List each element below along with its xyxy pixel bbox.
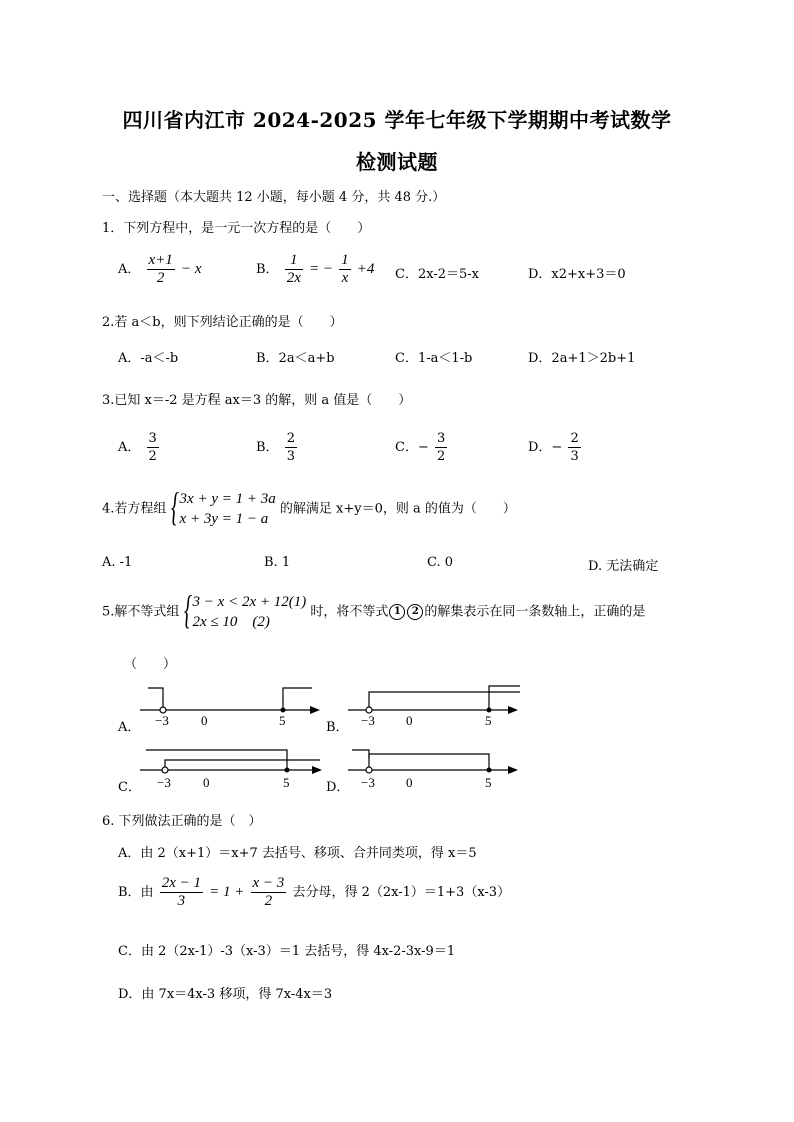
fraction-denominator: 2 bbox=[264, 893, 273, 909]
q6-stem: 6. 下列做法正确的是（ ） bbox=[102, 814, 262, 829]
q1-a-tail: − x bbox=[180, 261, 202, 277]
solution-bracket-left bbox=[369, 692, 520, 710]
number-line-c bbox=[140, 742, 325, 790]
fraction-denominator: x bbox=[341, 270, 349, 286]
q3-d-label: D．− bbox=[528, 440, 563, 455]
fraction bbox=[251, 875, 287, 910]
solution-bracket-right bbox=[489, 686, 520, 710]
q6-option-c: C．由 2（2x-1）-3（x-3）＝1 去括号，得 4x-2-3x-9＝1 bbox=[118, 944, 456, 959]
fraction-numerator: 1 bbox=[285, 252, 303, 270]
fraction bbox=[285, 430, 297, 465]
fraction-numerator: x − 3 bbox=[252, 875, 285, 891]
q4-post: 的解满足 x+y＝0，则 a 的值为（ ） bbox=[279, 501, 516, 517]
closed-point bbox=[487, 768, 492, 773]
q3-a-label: A． bbox=[118, 440, 141, 455]
fraction bbox=[339, 252, 351, 287]
open-point bbox=[162, 767, 168, 773]
fraction bbox=[147, 430, 159, 465]
closed-point bbox=[285, 768, 290, 773]
tick-label: 0 bbox=[201, 713, 208, 728]
q2-stem: 2.若 a＜b，则下列结论正确的是（ ） bbox=[102, 315, 343, 330]
brace-icon: { bbox=[170, 484, 179, 529]
fraction bbox=[285, 252, 303, 287]
arrow-icon bbox=[312, 766, 322, 774]
inequality-system bbox=[183, 587, 307, 632]
tick-label: 0 bbox=[406, 775, 413, 790]
fraction-numerator: 2x − 1 bbox=[161, 875, 201, 891]
q1-b-label: B． bbox=[256, 262, 279, 277]
inequality-1: 3 − x < 2x + 12(1) bbox=[192, 594, 307, 610]
solution-bracket-right bbox=[165, 760, 320, 770]
q3-option-b bbox=[256, 430, 299, 465]
page-title: 四川省内江市 2024-2025 学年七年级下学期期中考试数学 bbox=[122, 108, 672, 132]
q5-pre: 5.解不等式组 bbox=[102, 604, 180, 620]
solution-bracket-left bbox=[352, 750, 369, 770]
q2-option-a: A．-a＜-b bbox=[118, 351, 179, 366]
q6-b-pre: B．由 bbox=[118, 885, 154, 900]
q4-stem bbox=[102, 484, 516, 529]
fraction-numerator: 2 bbox=[570, 431, 579, 446]
open-point bbox=[366, 767, 372, 773]
q5-post1: 时，将不等式 bbox=[310, 604, 389, 620]
q1-option-b bbox=[256, 252, 374, 287]
arrow-icon bbox=[310, 706, 320, 714]
solution-bracket-left bbox=[148, 688, 163, 710]
q3-option-c bbox=[395, 430, 449, 465]
tick-label: −3 bbox=[155, 713, 169, 728]
fraction-denominator: 2 bbox=[156, 270, 165, 286]
arrow-icon bbox=[508, 766, 518, 774]
q5-post2: 的解集表示在同一条数轴上，正确的是 bbox=[424, 604, 646, 620]
closed-point bbox=[487, 708, 492, 713]
tick-label: −3 bbox=[361, 775, 375, 790]
q5-option-a-label: A． bbox=[118, 720, 141, 735]
q3-stem: 3.已知 x＝-2 是方程 ax＝3 的解，则 a 值是（ ） bbox=[102, 393, 412, 408]
q5-answer-paren: （ ） bbox=[124, 657, 177, 672]
fraction-numerator: 3 bbox=[436, 431, 446, 446]
q3-b-label: B． bbox=[256, 440, 279, 455]
q2-option-d: D．2a+1＞2b+1 bbox=[528, 351, 636, 366]
q6-b-post: 去分母，得 2（2x-1）＝1+3（x-3） bbox=[292, 885, 511, 900]
inequality-2: 2x ≤ 10 (2) bbox=[192, 614, 270, 630]
q1-a-label: A． bbox=[118, 262, 141, 277]
fraction-numerator: x+1 bbox=[148, 252, 173, 268]
q2-option-b: B．2a＜a+b bbox=[256, 351, 335, 366]
tick-label: 5 bbox=[485, 775, 492, 790]
arrow-icon bbox=[508, 706, 518, 714]
fraction-numerator: 2 bbox=[286, 431, 295, 446]
q6-option-b bbox=[118, 875, 510, 910]
q4-option-b: B. 1 bbox=[264, 555, 291, 570]
fraction-denominator: 2 bbox=[436, 449, 446, 464]
q6-option-d: D．由 7x＝4x-3 移项，得 7x-4x＝3 bbox=[118, 987, 333, 1002]
fraction-denominator: 2x bbox=[286, 270, 301, 286]
q3-option-a bbox=[118, 430, 161, 465]
tick-label: −3 bbox=[157, 775, 171, 790]
q4-option-a: A. -1 bbox=[102, 555, 133, 570]
closed-point bbox=[281, 708, 286, 713]
q4-pre: 4.若方程组 bbox=[102, 501, 167, 517]
q6-b-mid: = 1 + bbox=[209, 884, 245, 900]
q1-option-c: C．2x-2＝5-x bbox=[395, 267, 479, 282]
q5-option-d-label: D． bbox=[326, 780, 350, 795]
fraction-denominator: 2 bbox=[148, 449, 157, 464]
fraction-numerator: 3 bbox=[148, 431, 157, 446]
q1-stem: 1．下列方程中，是一元一次方程的是（ ） bbox=[102, 221, 371, 236]
fraction-numerator: 1 bbox=[341, 252, 349, 268]
fraction-denominator: 3 bbox=[286, 449, 295, 464]
fraction bbox=[435, 430, 447, 465]
tick-label: 0 bbox=[406, 713, 413, 728]
fraction bbox=[160, 875, 203, 910]
tick-label: 5 bbox=[283, 775, 290, 790]
tick-label: 5 bbox=[485, 713, 492, 728]
q5-option-b-label: B． bbox=[326, 720, 349, 735]
page-subtitle: 检测试题 bbox=[356, 150, 438, 174]
tick-label: 0 bbox=[203, 775, 210, 790]
solution-bracket-middle bbox=[369, 754, 489, 770]
equation-system bbox=[170, 484, 276, 529]
q3-option-d bbox=[528, 430, 583, 465]
section-heading: 一、选择题（本大题共 12 小题，每小题 4 分，共 48 分.） bbox=[102, 190, 446, 205]
number-line-b bbox=[348, 680, 528, 728]
q3-c-label: C．− bbox=[395, 440, 429, 455]
equation-1: 3x + y = 1 + 3a bbox=[179, 491, 276, 507]
fraction bbox=[568, 430, 580, 465]
tick-label: 5 bbox=[279, 713, 286, 728]
equation-2: x + 3y = 1 − a bbox=[179, 511, 269, 527]
q5-stem bbox=[102, 587, 646, 632]
q4-option-c: C. 0 bbox=[427, 555, 454, 570]
fraction-denominator: 3 bbox=[570, 449, 579, 464]
q6-option-a: A．由 2（x+1）＝x+7 去括号、移项、合并同类项，得 x＝5 bbox=[118, 846, 477, 861]
q4-option-d: D. 无法确定 bbox=[588, 559, 659, 574]
circled-number-1: 1 bbox=[389, 604, 405, 620]
number-line-a bbox=[140, 680, 320, 728]
solution-bracket-right bbox=[283, 688, 312, 710]
circled-number-2: 2 bbox=[407, 604, 423, 620]
q1-option-d: D．x2+x+3＝0 bbox=[528, 267, 626, 282]
number-line-d bbox=[348, 742, 528, 790]
q1-b-mid: = − bbox=[309, 261, 334, 277]
fraction bbox=[147, 252, 175, 287]
q1-option-a bbox=[118, 252, 201, 287]
fraction-denominator: 3 bbox=[177, 893, 186, 909]
brace-icon: { bbox=[183, 587, 192, 632]
q2-option-c: C．1-a＜1-b bbox=[395, 351, 473, 366]
q5-option-c-label: C． bbox=[118, 780, 141, 795]
q1-b-tail: +4 bbox=[356, 261, 375, 277]
tick-label: −3 bbox=[361, 713, 375, 728]
